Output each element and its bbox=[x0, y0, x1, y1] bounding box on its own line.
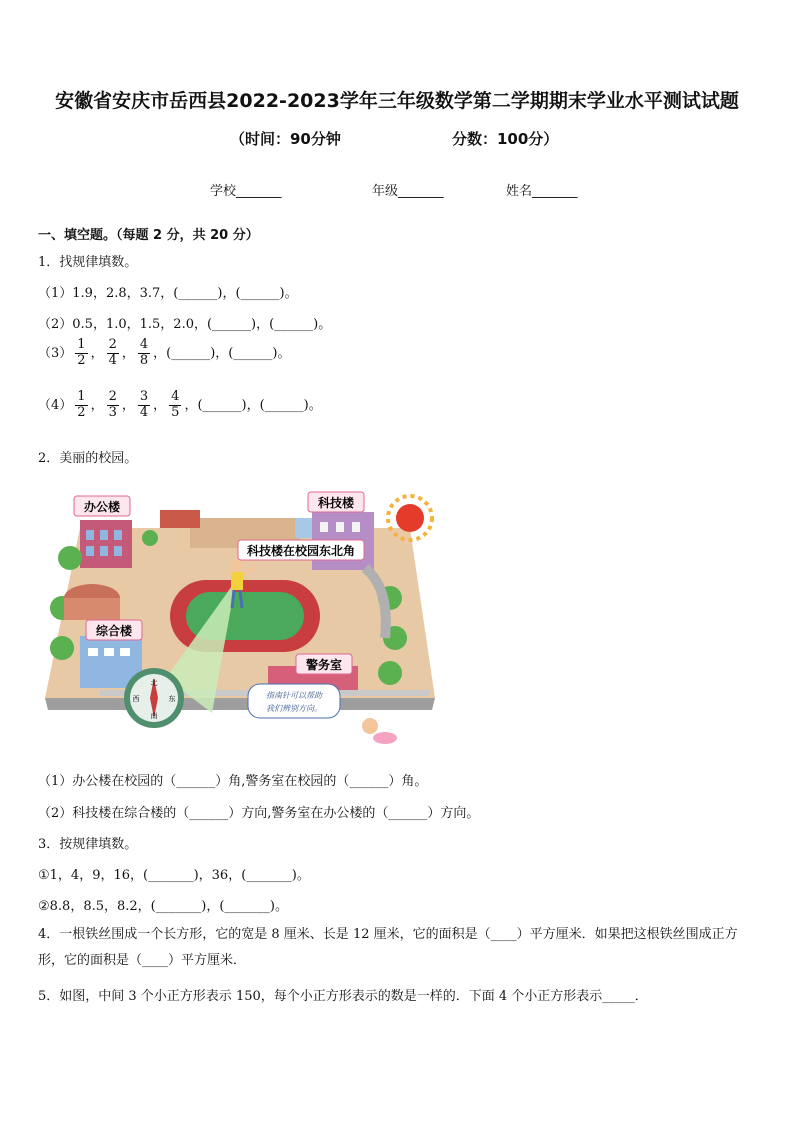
fraction-denominator: 5 bbox=[171, 404, 180, 420]
q4-text: 4．一根铁丝围成一个长方形，它的宽是 8 厘米、长是 12 厘米，它的面积是（____）平方厘米．如果把这根铁丝围成正方形，它的面积是（____）平方厘米． bbox=[38, 927, 738, 968]
comma: ， bbox=[153, 397, 167, 413]
q1-part1: （1）1.9，2.8，3.7，(______)，(______)。 bbox=[38, 286, 298, 301]
fraction bbox=[138, 338, 150, 369]
tech-label: 科技楼 bbox=[317, 496, 355, 510]
fraction-denominator: 3 bbox=[108, 404, 117, 420]
fraction-numerator: 1 bbox=[77, 389, 86, 404]
back-roof bbox=[160, 510, 200, 528]
fraction-numerator: 3 bbox=[139, 389, 149, 404]
comma: ， bbox=[121, 397, 135, 413]
tree bbox=[142, 530, 158, 546]
page-title: 安徽省安庆市岳西县2022-2023学年三年级数学第二学期期末学业水平测试试题 bbox=[55, 90, 739, 112]
sun-icon bbox=[396, 504, 424, 532]
q1-part3-fractions bbox=[72, 337, 153, 368]
office-label: 办公楼 bbox=[83, 500, 121, 514]
ground-edge bbox=[45, 698, 435, 710]
comma: ， bbox=[121, 345, 135, 361]
child-body bbox=[231, 572, 243, 590]
fraction-numerator: 2 bbox=[108, 337, 117, 352]
child-head bbox=[231, 560, 243, 572]
q1-part4-label: （4） bbox=[38, 397, 73, 413]
q1-part4-fractions bbox=[72, 389, 184, 420]
fraction-numerator: 4 bbox=[139, 337, 149, 352]
exam-score: 分数：100分） bbox=[452, 130, 559, 148]
q3-part1: ①1，4，9，16，(_______)，36，(_______)。 bbox=[38, 868, 310, 883]
speech-label: 科技楼在校园东北角 bbox=[246, 544, 356, 558]
tip-line-2: 我们辨别方向。 bbox=[266, 704, 322, 713]
compass-east-label: 东 bbox=[168, 695, 176, 703]
fraction bbox=[138, 390, 150, 421]
exam-time: （时间：90分钟 bbox=[230, 130, 341, 148]
q1-part2: （2）0.5，1.0，1.5，2.0，(______)，(______)。 bbox=[38, 317, 332, 332]
q2-part1: （1）办公楼在校园的（______）角,警务室在校园的（______）角。 bbox=[38, 774, 428, 789]
q3-stem: 3．按规律填数。 bbox=[38, 837, 138, 852]
fraction bbox=[107, 338, 119, 369]
tree bbox=[50, 636, 74, 660]
q1-stem: 1．找规律填数。 bbox=[38, 255, 138, 270]
fraction-denominator: 2 bbox=[77, 404, 86, 420]
q1-part4 bbox=[38, 390, 322, 421]
fairy-icon bbox=[362, 718, 378, 734]
tip-line-1: 指南针可以帮助 bbox=[266, 691, 322, 700]
compass-north-label: 北 bbox=[150, 679, 158, 687]
fraction bbox=[75, 390, 87, 421]
fraction-numerator: 2 bbox=[108, 389, 117, 404]
grade-field: 年级_______ bbox=[372, 184, 444, 199]
fraction-numerator: 1 bbox=[77, 337, 86, 352]
tree bbox=[378, 661, 402, 685]
office-building bbox=[80, 520, 132, 568]
fraction-denominator: 4 bbox=[108, 352, 117, 368]
compass-south-label: 南 bbox=[150, 712, 158, 720]
comma: ， bbox=[90, 397, 104, 413]
exam-info bbox=[230, 128, 570, 149]
fraction bbox=[75, 338, 87, 369]
fraction-denominator: 2 bbox=[77, 352, 86, 368]
q1-part3-tail: ，(______)，(______)。 bbox=[153, 345, 291, 361]
fraction-denominator: 8 bbox=[139, 352, 149, 368]
complex-label: 综合楼 bbox=[95, 624, 133, 638]
q2-stem: 2．美丽的校园。 bbox=[38, 451, 138, 466]
q1-part4-tail: ，(______)，(______)。 bbox=[184, 397, 322, 413]
compass-west-label: 西 bbox=[132, 695, 140, 703]
fraction-denominator: 4 bbox=[139, 404, 149, 420]
tree bbox=[58, 546, 82, 570]
q3-part2: ②8.8，8.5，8.2，(_______)，(_______)。 bbox=[38, 899, 288, 914]
q1-part3-label: （3） bbox=[38, 345, 73, 361]
fraction-numerator: 4 bbox=[171, 389, 180, 404]
fraction bbox=[107, 390, 119, 421]
fraction bbox=[169, 390, 181, 421]
q5-text: 5．如图，中间 3 个小正方形表示 150，每个小正方形表示的数是一样的．下面 4 个小正方形表示_____． bbox=[38, 989, 648, 1004]
comma: ， bbox=[90, 345, 104, 361]
campus-illustration bbox=[40, 488, 440, 750]
section-heading: 一、填空题。（每题 2 分，共 20 分） bbox=[38, 228, 259, 243]
guard-label: 警务室 bbox=[305, 658, 343, 672]
q1-part3 bbox=[38, 338, 290, 369]
school-field: 学校_______ bbox=[210, 184, 282, 199]
name-field: 姓名_______ bbox=[506, 184, 578, 199]
q2-part2: （2）科技楼在综合楼的（______）方向,警务室在办公楼的（______）方向。 bbox=[38, 806, 480, 821]
